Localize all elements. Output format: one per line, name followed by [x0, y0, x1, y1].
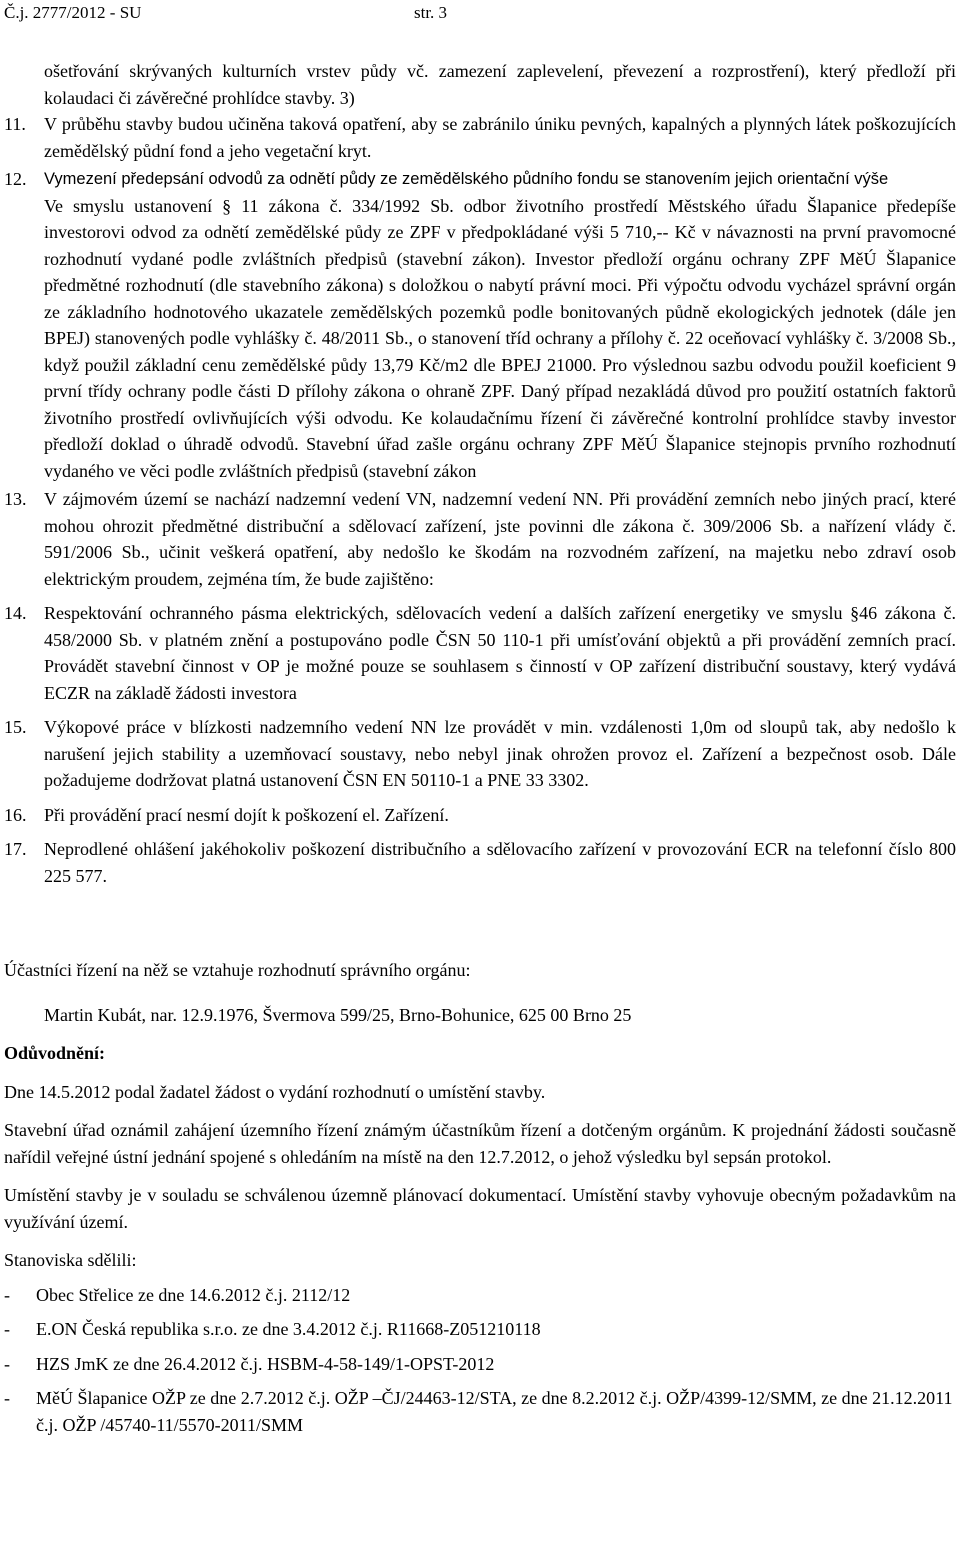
continuation-text: ošetřování skrývaných kulturních vrstev půdy vč. zamezení zaplevelení, převezení a rozprostření), který předloží při kolaudaci či závěrečné prohlídce stavby. 3) — [44, 61, 956, 108]
opinion-text: MěÚ Šlapanice OŽP ze dne 2.7.2012 č.j. OŽP –ČJ/24463-12/STA, ze dne 8.2.2012 č.j. OŽP/4399-12/SMM, ze dne 21.12.2011 č.j. OŽP /45740-11/5570-2011/SMM — [36, 1388, 953, 1435]
opinion-item — [4, 1282, 956, 1309]
opinion-text: E.ON Česká republika s.r.o. ze dne 3.4.2012 č.j. R11668-Z051210118 — [36, 1319, 541, 1339]
participant: Martin Kubát, nar. 12.9.1976, Švermova 599/25, Brno-Bohunice, 625 00 Brno 25 — [44, 1004, 632, 1025]
item-text: V průběhu stavby budou učiněna taková opatření, aby se zabránilo úniku pevných, kapalných a plynných látek poškozujících zemědělský půdní fond a jeho vegetační kryt. — [44, 114, 956, 161]
item-number: 11. — [4, 114, 26, 134]
item-number: 12. — [4, 169, 27, 189]
dash-marker: - — [4, 1319, 10, 1339]
opinions-heading: Stanoviska sdělili: — [4, 1250, 137, 1270]
item-text: Respektování ochranného pásma elektrických, sdělovacích vedení a dalších zařízení energetiky ve smyslu §46 zákona č. 458/2000 Sb. v platném znění a postupováno podle ČSN 50 110-1 při umísťování objektů a při provádění zemních prací. Provádět stavební činnost v OP je možné pouze se souhlasem s činností v OP zařízení distribuční soustavy, který vydává ECZR na základě žádosti investora — [44, 603, 956, 703]
item-text: Neprodlené ohlášení jakéhokoliv poškození distribučního a sdělovacího zařízení v provozování ECR na telefonní číslo 800 225 577. — [44, 839, 956, 886]
page-header — [4, 0, 956, 28]
item-12-body: Ve smyslu ustanovení § 11 zákona č. 334/1992 Sb. odbor životního prostředí Městského úřadu Šlapanice předepíše investorovi odvod za odnětí zemědělské půdy ze ZPF v předpokládané výši 5 710,-- Kč v návaznosti na první pravomocné rozhodnutí vydané podle zvláštních předpisů (stavební zákon). Investor předloží orgánu ochrany ZPF MěÚ Šlapanice předmětné rozhodnutí (dle stavebního zákona) s doložkou o nabytí právní moci. Při výpočtu odvodu vycházel správní orgán ze základního hodnotového ukazatele zemědělských pozemků podle bonitovaných půdně ekologických jednotek (dále jen BPEJ) stanovených podle vyhlášky č. 48/2011 Sb., o stanovení tříd ochrany a přílohy č. 22 oceňovací vyhlášky č. 3/2008 Sb., když použil základní cenu zemědělské půdy 13,79 Kč/m2 dle BPEJ 21000. Pro výslednou sazbu odvodu použil koeficient 9 první třídy ochrany podle části D přílohy zákona o ohraně ZPF. Daný případ nezakládá důvod pro použití ostatních faktorů životního prostředí ovlivňujících výši odvodu. Ke kolaudačnímu řízení či závěrečné kontrolní prohlídce stavby investor předloží doklad o úhradě odvodů. Stavební úřad zašle orgánu ochrany ZPF MěÚ Šlapanice stejnopis prvního rozhodnutí vydaného ve věci podle zvláštních předpisů (stavební zákon — [44, 195, 956, 481]
item-number: 17. — [4, 839, 27, 859]
item-number: 13. — [4, 489, 27, 509]
reference-number: Č.j. 2777/2012 - SU — [4, 3, 142, 22]
opinion-text: HZS JmK ze dne 26.4.2012 č.j. HSBM-4-58-149/1-OPST-2012 — [36, 1353, 495, 1374]
list-item — [4, 166, 956, 193]
reasoning-paragraph: Dne 14.5.2012 podal žadatel žádost o vydání rozhodnutí o umístění stavby. — [4, 1081, 546, 1102]
participants-heading: Účastníci řízení na něž se vztahuje rozhodnutí správního orgánu: — [4, 960, 471, 980]
dash-marker: - — [4, 1353, 10, 1374]
opinion-item — [4, 1351, 956, 1378]
list-item — [4, 111, 956, 164]
item-text: Vymezení předepsání odvodů za odnětí půdy ze zemědělského půdního fondu se stanovením jejich orientační výše — [44, 170, 889, 188]
item-text: Při provádění prací nesmí dojít k poškození el. Zařízení. — [44, 804, 449, 825]
opinion-item — [4, 1385, 956, 1438]
list-item — [4, 714, 956, 794]
item-text: V zájmovém území se nachází nadzemní vedení VN, nadzemní vedení NN. Při provádění zemních nebo jiných prací, které mohou ohrozit předmětné distribuční a sdělovací zařízení, jste povinni dle zákona č. 309/2006 Sb. a nařízení vlády č. 591/2006 Sb., učinit veškerá opatření, aby nedošlo ke škodám na rozvodném zařízení, na majetku nebo zdraví osob elektrickým proudem, zejména tím, že bude zajištěno: — [44, 489, 956, 589]
dash-marker: - — [4, 1388, 10, 1408]
item-number: 15. — [4, 717, 27, 737]
opinion-item — [4, 1316, 956, 1343]
item-text: Výkopové práce v blízkosti nadzemního vedení NN lze provádět v min. vzdálenosti 1,0m od sloupů tak, aby nedošlo k narušení jejich stability a uzemňovací soustavy, nebo nebyl jinak ohrožen provoz el. Zařízení a bezpečnost osob. Dále požadujeme dodržovat platná ustanovení ČSN EN 50110-1 a PNE 33 3302. — [44, 717, 956, 790]
reasoning-paragraph: Umístění stavby je v souladu se schválenou územně plánovací dokumentací. Umístění stavby vyhovuje obecným požadavkům na využívání území. — [4, 1185, 956, 1232]
page-number: str. 3 — [414, 3, 448, 22]
dash-marker: - — [4, 1284, 10, 1305]
opinion-text: Obec Střelice ze dne 14.6.2012 č.j. 2112/12 — [36, 1284, 351, 1305]
reasoning-paragraph: Stavební úřad oznámil zahájení územního řízení známým účastníkům řízení a dotčeným orgánům. K projednání žádosti současně nařídil veřejné ústní jednání spojené s ohledáním na místě na den 12.7.2012, o jehož výsledku byl sepsán protokol. — [4, 1120, 956, 1167]
reasoning-heading: Odůvodnění: — [4, 1043, 106, 1063]
list-item — [4, 600, 956, 706]
list-item — [4, 836, 956, 889]
list-item — [4, 486, 956, 592]
item-number: 14. — [4, 603, 27, 623]
item-number: 16. — [4, 804, 27, 825]
list-item — [4, 802, 956, 829]
